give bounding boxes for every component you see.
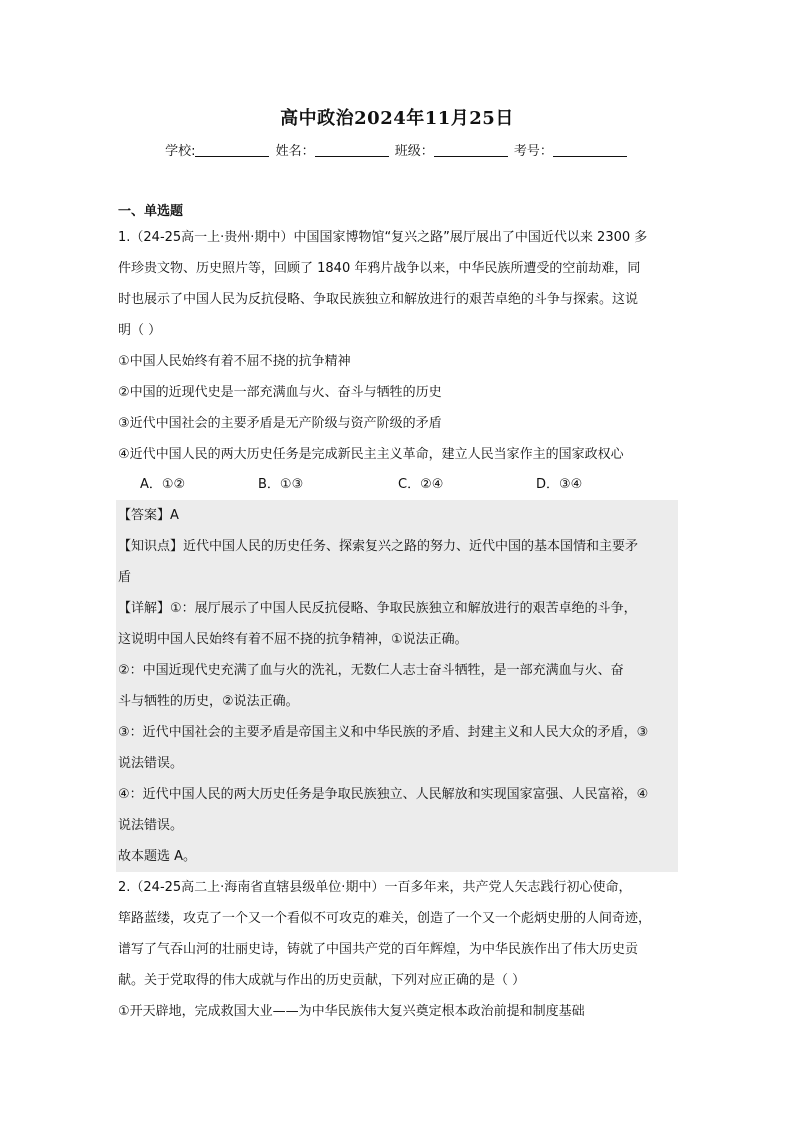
name-label: 姓名：	[275, 144, 315, 159]
question-line: 1.（24-25高一上·贵州·期中）中国国家博物馆“复兴之路”展厅展出了中国近代以来 2300 多	[118, 230, 648, 245]
section-title: 一、单选题	[118, 204, 184, 219]
school-label: 学校:	[165, 144, 196, 159]
conclusion-line: 故本题选 A。	[118, 849, 197, 864]
detail-text-line: ④：近代中国人民的两大历史任务是争取民族独立、人民解放和实现国家富强、人民富裕，④	[118, 787, 649, 802]
statement-3: ③近代中国社会的主要矛盾是无产阶级与资产阶级的矛盾	[118, 416, 442, 431]
answer-options	[118, 470, 678, 500]
school-blank[interactable]	[195, 142, 269, 157]
detail-text-line: 说法错误。	[118, 818, 184, 833]
question-line: 件珍贵文物、历史照片等，回顾了 1840 年鸦片战争以来，中华民族所遭受的空前劫难，同	[118, 261, 641, 276]
student-info-row	[0, 140, 794, 159]
exam-number-blank[interactable]	[553, 142, 627, 157]
name-blank[interactable]	[315, 142, 389, 157]
question-line: 2.（24-25高二上·海南省直辖县级单位·期中）一百多年来，共产党人矢志践行初心使命，	[118, 880, 632, 895]
option-c[interactable]: C．②④	[398, 477, 444, 492]
detail-text-line: 说法错误。	[118, 756, 184, 771]
class-label: 班级：	[394, 144, 434, 159]
statement-1: ①开天辟地，完成救国大业——为中华民族伟大复兴奠定根本政治前提和制度基础	[118, 1004, 585, 1019]
question-2	[118, 872, 678, 1027]
detail-text-line: ③：近代中国社会的主要矛盾是帝国主义和中华民族的矛盾、封建主义和人民大众的矛盾，③	[118, 725, 649, 740]
exam-number-label: 考号：	[513, 144, 553, 159]
question-1	[118, 222, 678, 872]
detail-label: 【详解】	[118, 601, 171, 616]
detail-text-line: 斗与牺牲的历史，②说法正确。	[118, 694, 299, 709]
answer-line	[118, 500, 678, 531]
class-blank[interactable]	[434, 142, 508, 157]
option-d[interactable]: D．③④	[536, 477, 583, 492]
statement-4: ④近代中国人民的两大历史任务是完成新民主主义革命，建立人民当家作主的国家政权心	[118, 447, 624, 462]
knowledge-point-label: 【知识点】	[118, 539, 184, 554]
statement-1: ①中国人民始终有着不屈不挠的抗争精神	[118, 354, 351, 369]
question-line: 献。关于党取得的伟大成就与作出的历史贡献，下列对应正确的是（ ）	[118, 973, 526, 988]
detail-line	[118, 593, 678, 624]
knowledge-point-text: 近代中国人民的历史任务、探索复兴之路的努力、近代中国的基本国情和主要矛	[183, 539, 639, 554]
knowledge-point-line	[118, 531, 678, 562]
question-line: 谱写了气吞山河的壮丽史诗，铸就了中国共产党的百年辉煌，为中华民族作出了伟大历史贡	[118, 942, 639, 957]
question-line: 时也展示了中国人民为反抗侵略、争取民族独立和解放进行的艰苦卓绝的斗争与探索。这说	[118, 292, 639, 307]
answer-explanation-block	[116, 500, 678, 872]
answer-label: 【答案】	[118, 508, 171, 523]
exam-content	[118, 202, 678, 1027]
detail-text-line: 这说明中国人民始终有着不屈不挠的抗争精神，①说法正确。	[118, 632, 468, 647]
answer-value: A	[170, 508, 179, 523]
detail-text: ①：展厅展示了中国人民反抗侵略、争取民族独立和解放进行的艰苦卓绝的斗争，	[170, 601, 637, 616]
knowledge-point-text-cont: 盾	[118, 570, 132, 585]
option-b[interactable]: B．①③	[258, 477, 304, 492]
detail-text-line: ②：中国近现代史充满了血与火的洗礼，无数仁人志士奋斗牺牲，是一部充满血与火、奋	[118, 663, 624, 678]
option-a[interactable]: A．①②	[140, 477, 186, 492]
page-title: 高中政治2024年11月25日	[280, 108, 514, 129]
question-line: 明（ ）	[118, 323, 162, 338]
statement-2: ②中国的近现代史是一部充满血与火、奋斗与牺牲的历史	[118, 385, 442, 400]
question-line: 筚路蓝缕，攻克了一个又一个看似不可攻克的难关，创造了一个又一个彪炳史册的人间奇迹，	[118, 911, 652, 926]
